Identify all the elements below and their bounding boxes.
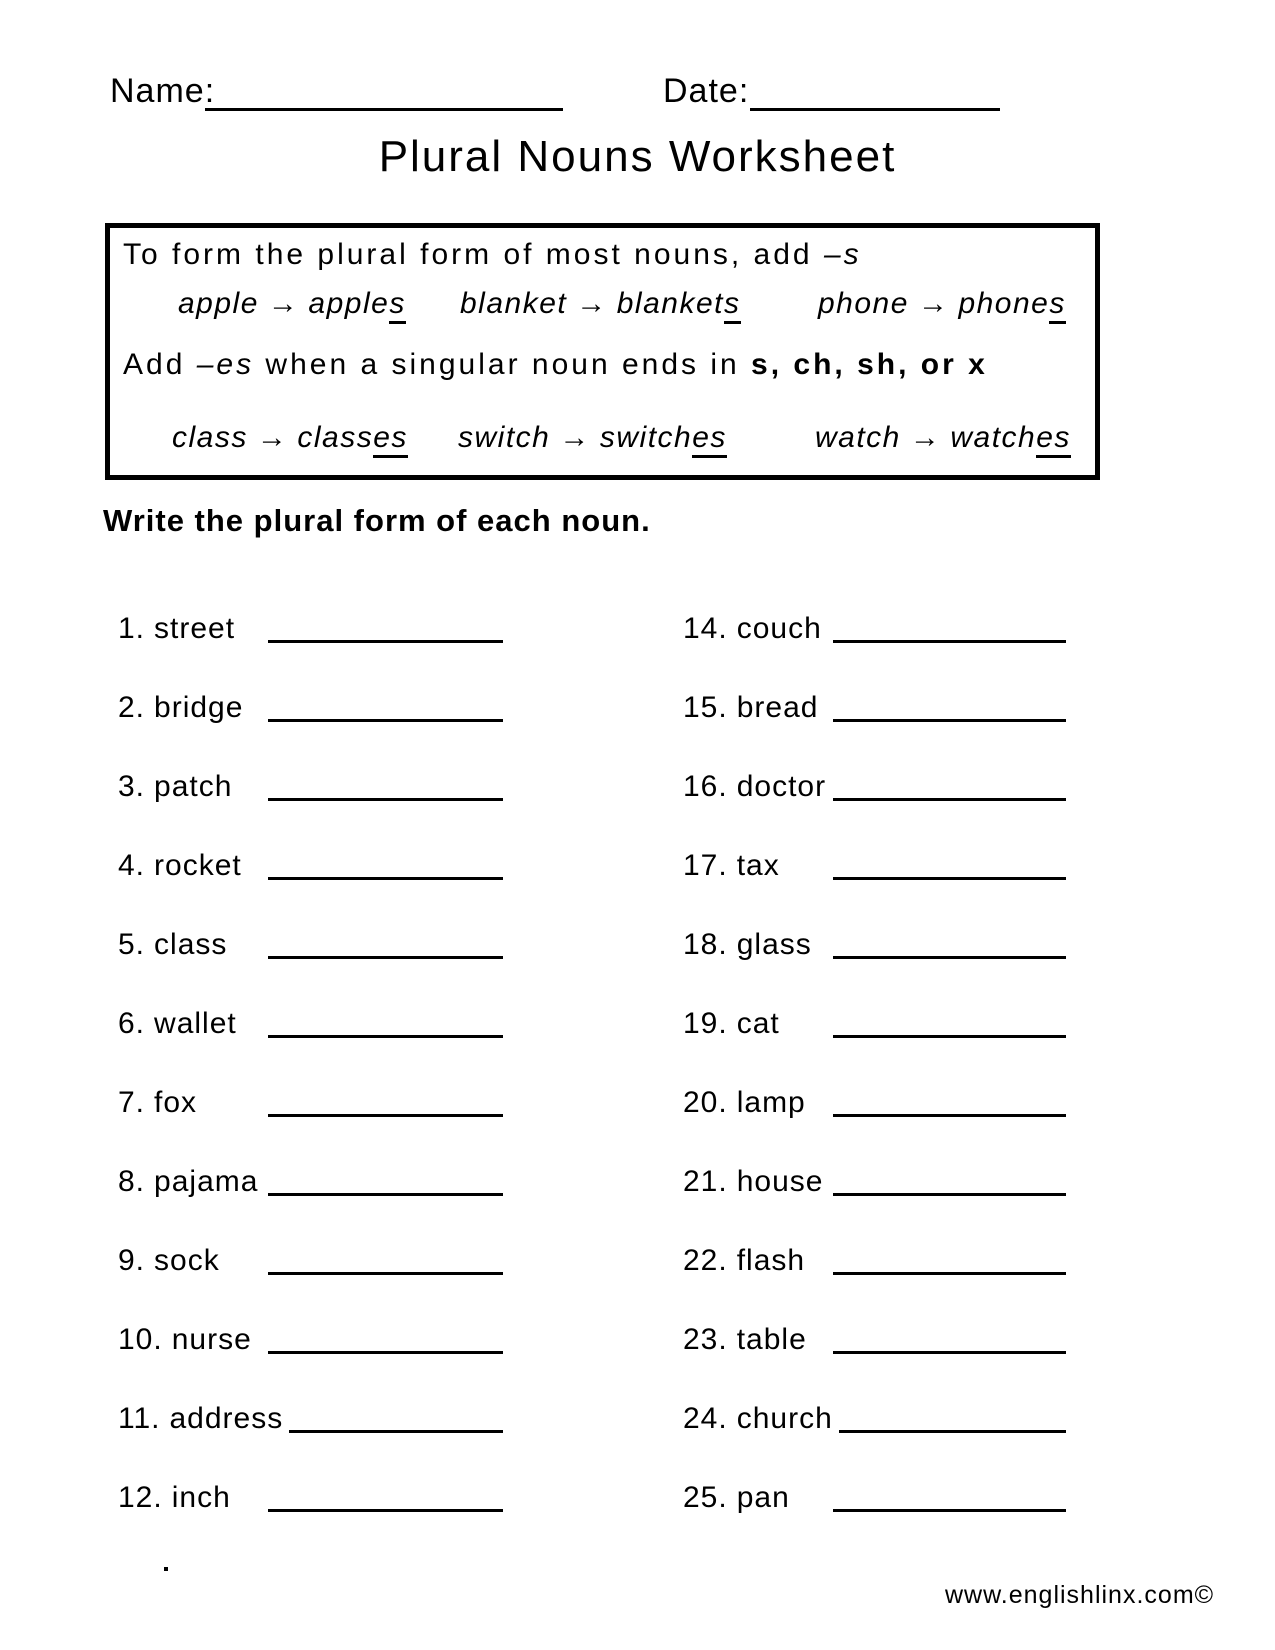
answer-blank[interactable] — [833, 1351, 1066, 1354]
item-word: cat — [736, 1007, 780, 1040]
exercise-prompt: Write the plural form of each noun. — [103, 503, 651, 538]
item-number: 5. — [118, 928, 146, 961]
item-number: 10. — [118, 1323, 163, 1356]
item-number: 23. — [683, 1323, 728, 1356]
answer-blank[interactable] — [833, 956, 1066, 959]
item-number: 11. — [118, 1402, 161, 1435]
exercise-row — [683, 1087, 1066, 1166]
item-word: glass — [736, 928, 812, 961]
answer-blank[interactable] — [268, 640, 503, 643]
exercise-row — [118, 1245, 503, 1324]
item-word: church — [736, 1402, 833, 1435]
item-number: 6. — [118, 1007, 146, 1040]
exercise-row — [118, 771, 503, 850]
answer-blank[interactable] — [268, 956, 503, 959]
exercise-right-column — [683, 613, 1066, 1561]
item-number: 7. — [118, 1086, 146, 1119]
item-number: 24. — [683, 1402, 728, 1435]
answer-blank[interactable] — [833, 1272, 1066, 1275]
answer-blank[interactable] — [268, 1114, 503, 1117]
stray-dot — [164, 1567, 168, 1571]
exercise-row — [683, 1482, 1066, 1561]
exercise-row — [683, 929, 1066, 1008]
item-word: address — [169, 1402, 284, 1435]
example-pair: watch → watches — [815, 421, 1071, 455]
item-word: bridge — [154, 691, 244, 724]
exercise-row — [683, 1245, 1066, 1324]
exercise-row — [683, 1324, 1066, 1403]
item-number: 16. — [683, 770, 728, 803]
item-word: table — [736, 1323, 807, 1356]
item-number: 17. — [683, 849, 728, 882]
answer-blank[interactable] — [833, 1193, 1066, 1196]
item-number: 3. — [118, 770, 146, 803]
exercise-row — [118, 1482, 503, 1561]
exercise-row — [118, 929, 503, 1008]
item-word: tax — [736, 849, 780, 882]
date-label: Date: — [663, 72, 750, 110]
date-blank-line[interactable] — [750, 108, 1000, 111]
item-word: couch — [736, 612, 822, 645]
item-word: pajama — [154, 1165, 259, 1198]
item-word: bread — [736, 691, 819, 724]
exercise-row — [118, 692, 503, 771]
arrow-icon: → — [917, 287, 950, 320]
exercise-row — [118, 613, 503, 692]
item-word: sock — [154, 1244, 220, 1277]
exercise-row — [118, 1324, 503, 1403]
example-pair: phone → phones — [818, 287, 1066, 321]
item-word: street — [154, 612, 236, 645]
item-word: pan — [736, 1481, 790, 1514]
item-word: lamp — [736, 1086, 806, 1119]
answer-blank[interactable] — [268, 1272, 503, 1275]
exercise-left-column — [118, 613, 503, 1561]
answer-blank[interactable] — [268, 1509, 503, 1512]
item-number: 9. — [118, 1244, 146, 1277]
item-number: 22. — [683, 1244, 728, 1277]
arrow-icon: → — [909, 421, 942, 454]
exercise-row — [683, 1008, 1066, 1087]
rules-box — [105, 223, 1100, 480]
item-word: patch — [154, 770, 233, 803]
answer-blank[interactable] — [268, 798, 503, 801]
exercise-row — [118, 1166, 503, 1245]
exercise-row — [118, 1008, 503, 1087]
example-pair: blanket → blankets — [460, 287, 741, 321]
answer-blank[interactable] — [268, 1351, 503, 1354]
item-number: 12. — [118, 1481, 163, 1514]
item-number: 18. — [683, 928, 728, 961]
answer-blank[interactable] — [833, 877, 1066, 880]
name-blank-line[interactable] — [205, 108, 563, 111]
exercise-row — [683, 1166, 1066, 1245]
answer-blank[interactable] — [268, 877, 503, 880]
answer-blank[interactable] — [268, 1035, 503, 1038]
exercise-row — [683, 692, 1066, 771]
name-label: Name: — [110, 72, 216, 110]
answer-blank[interactable] — [268, 719, 503, 722]
example-pair: apple → apples — [178, 287, 406, 321]
exercise-row — [683, 1403, 1066, 1482]
answer-blank[interactable] — [833, 1114, 1066, 1117]
answer-blank[interactable] — [833, 798, 1066, 801]
arrow-icon: → — [576, 287, 608, 320]
arrow-icon: → — [267, 287, 300, 320]
example-pair: switch → switches — [458, 421, 727, 455]
arrow-icon: → — [256, 421, 289, 454]
exercise-row — [118, 1403, 503, 1482]
item-word: fox — [154, 1086, 198, 1119]
answer-blank[interactable] — [289, 1430, 503, 1433]
item-number: 20. — [683, 1086, 728, 1119]
item-word: wallet — [154, 1007, 237, 1040]
exercise-row — [118, 1087, 503, 1166]
item-number: 21. — [683, 1165, 728, 1198]
item-word: flash — [736, 1244, 806, 1277]
answer-blank[interactable] — [833, 719, 1066, 722]
item-number: 8. — [118, 1165, 146, 1198]
answer-blank[interactable] — [268, 1193, 503, 1196]
page-title: Plural Nouns Worksheet — [378, 132, 897, 181]
item-word: doctor — [736, 770, 827, 803]
rule2-text: Add –es when a singular noun ends in s, ch, sh, or x — [123, 348, 988, 381]
item-number: 15. — [683, 691, 728, 724]
exercise-row — [683, 613, 1066, 692]
item-word: house — [736, 1165, 824, 1198]
item-number: 25. — [683, 1481, 728, 1514]
arrow-icon: → — [559, 421, 591, 454]
example-pair: class → classes — [172, 421, 408, 455]
footer-credit: www.englishlinx.com© — [945, 1581, 1215, 1609]
answer-blank[interactable] — [833, 1509, 1066, 1512]
item-word: rocket — [154, 849, 242, 882]
item-number: 2. — [118, 691, 146, 724]
item-number: 14. — [683, 612, 728, 645]
answer-blank[interactable] — [833, 1035, 1066, 1038]
item-word: class — [154, 928, 228, 961]
exercise-row — [683, 850, 1066, 929]
exercise-row — [118, 850, 503, 929]
rule1-text: To form the plural form of most nouns, add –s — [123, 238, 862, 271]
exercise-row — [683, 771, 1066, 850]
item-number: 1. — [118, 612, 146, 645]
answer-blank[interactable] — [833, 640, 1066, 643]
item-word: nurse — [171, 1323, 252, 1356]
item-word: inch — [171, 1481, 231, 1514]
answer-blank[interactable] — [839, 1430, 1066, 1433]
item-number: 19. — [683, 1007, 728, 1040]
item-number: 4. — [118, 849, 146, 882]
